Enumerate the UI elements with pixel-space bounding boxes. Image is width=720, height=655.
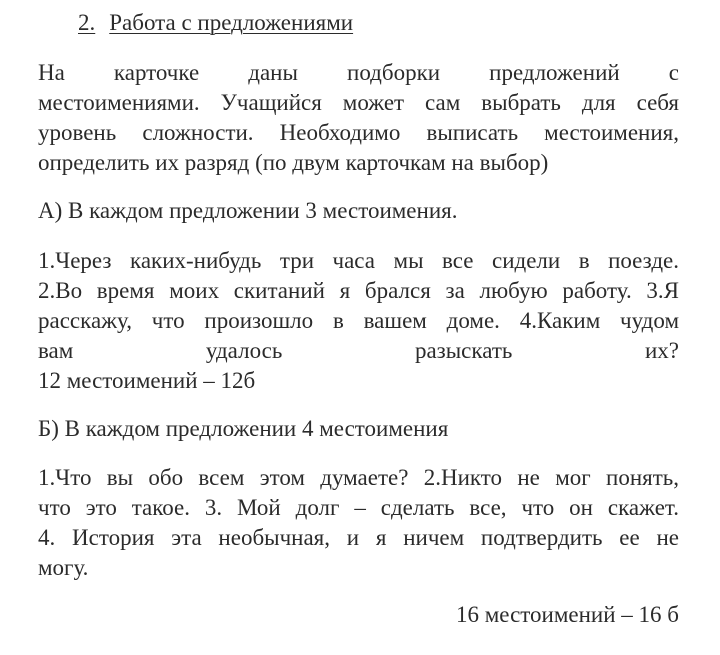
card-b-line: 1.Что вы обо всем этом думаете? 2.Никто не мог понять, [38,465,679,490]
card-b-score: 16 местоимений – 16 б [456,602,679,627]
intro-line: уровень сложности. Необходимо выписать местоимения, [38,120,679,145]
card-a-sentences [38,246,679,396]
section-heading [78,8,353,38]
intro-paragraph [38,58,679,178]
card-b-line: могу. [38,555,89,580]
section-number: 2. [78,10,96,35]
intro-line: определить их разряд (по двум карточкам на выбор) [38,150,549,175]
card-a-score: 12 местоимений – 12б [38,368,256,393]
card-a-line: 2.Во время моих скитаний я брался за любую работу. 3.Я [38,278,679,303]
card-a-line: вам удалось разыскать их? [38,338,679,363]
intro-line: местоимениями. Учащийся может сам выбрать для себя [38,90,679,115]
card-a-line: 1.Через каких-нибудь три часа мы все сидели в поезде. [38,248,679,273]
card-b-line: что это такое. 3. Мой долг – сделать все, что он скажет. [38,495,679,520]
card-a-line: расскажу, что произошло в вашем доме. 4.Каким чудом [38,308,679,333]
card-b-line: 4. История эта необычная, и я ничем подтвердить ее не [38,525,679,550]
card-a-title: А) В каждом предложении 3 местоимения. [38,198,458,223]
card-b-title: Б) В каждом предложении 4 местоимения [38,416,449,441]
intro-line: На карточке даны подборки предложений с [38,60,679,85]
section-title: Работа с предложениями [109,10,354,35]
card-b-sentences [38,463,679,583]
